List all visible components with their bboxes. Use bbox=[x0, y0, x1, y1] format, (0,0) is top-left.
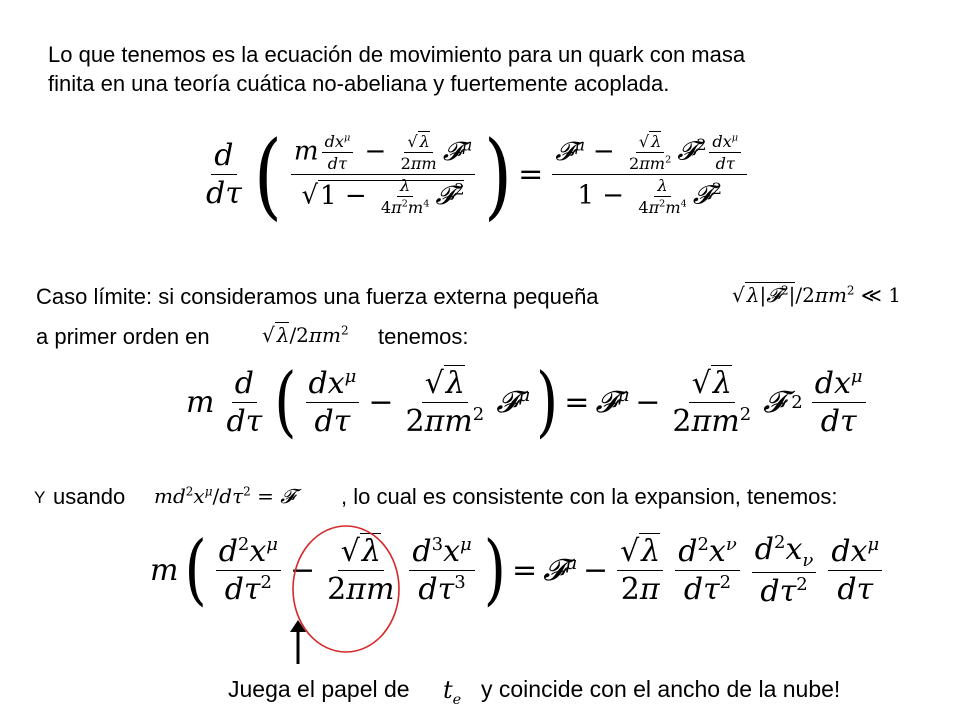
intro-line-2: finita en una teoría cuática no-abeliana y fuertemente acoplada. bbox=[48, 71, 670, 96]
usando-y: Y bbox=[34, 488, 46, 507]
cloud-width-symbol: $t_e$ bbox=[443, 676, 462, 708]
expansion-parameter: √ $\lambda/2\pi m^2$ bbox=[262, 323, 349, 347]
newton-relation: $md^2x^\mu/d\tau^2$ = 𝓕 bbox=[154, 484, 296, 508]
usando-rest: , lo cual es consistente con la expansion, tenemos: bbox=[341, 484, 838, 509]
caso-line-2-a: a primer orden en bbox=[36, 324, 210, 349]
footer-b: y coincide con el ancho de la nube! bbox=[481, 676, 841, 702]
caso-line-2-b: tenemos: bbox=[378, 324, 469, 349]
usando-label: usando bbox=[53, 484, 126, 509]
up-arrow-icon bbox=[287, 620, 309, 666]
footer-a: Juega el papel de bbox=[228, 676, 410, 702]
condition-small-force: √ $\lambda|𝓕^2|/2\pi m^2$ ≪ 1 bbox=[732, 283, 901, 307]
intro-line-1: Lo que tenemos es la ecuación de movimiento para un quark con masa bbox=[48, 42, 746, 67]
caso-line-1: Caso límite: si consideramos una fuerza externa pequeña bbox=[36, 284, 599, 309]
equation-first-order: m $\frac{d}{d\tau}$ ( $\frac{dx^\mu}{d\tau}$ − $\frac{√\lambda}{2\pi m^2}$ 𝓕$^\mu$ ) = 𝓕$^\mu$ − $\frac{√\lambda}{2\pi m^2}$ 𝓕 2 $\frac{dx^\mu}{d\tau}$ bbox=[186, 366, 869, 439]
equation-abraham-lorentz: m ( $\frac{d^2x^\mu}{d\tau^2}$ − $\frac{√\lambda}{2\pi m}$ $\frac{d^3x^\mu}{d\tau^3}$ ) = 𝓕$^\mu$ − $\frac{√\lambda}{2\pi}$ $\frac{d^2x^\nu}{d\tau^2}$ $\frac{d^2x_\nu}{d\tau^2}$ $\frac{dx^\mu}{d\tau}$ bbox=[150, 532, 885, 609]
equation-full-motion: $\frac{d}{d\tau}$ ( m $\frac{dx^\mu}{d\tau}$ − $\frac{√ \lambda}{2\pi m}$ 𝓕$^\mu$ √1 − $\frac{\lambda}{4\pi^2m^4}$ 𝓕$^2$ ) = 𝓕$^\mu$ − $\frac{√ \lambda}{2\pi m^2}$ 𝓕$^2$ $\frac{dx^\mu}{d\tau}$ 1 − $\frac{\lambda}{4\pi^2m^4}$ 𝓕$^2$ bbox=[200, 132, 750, 217]
